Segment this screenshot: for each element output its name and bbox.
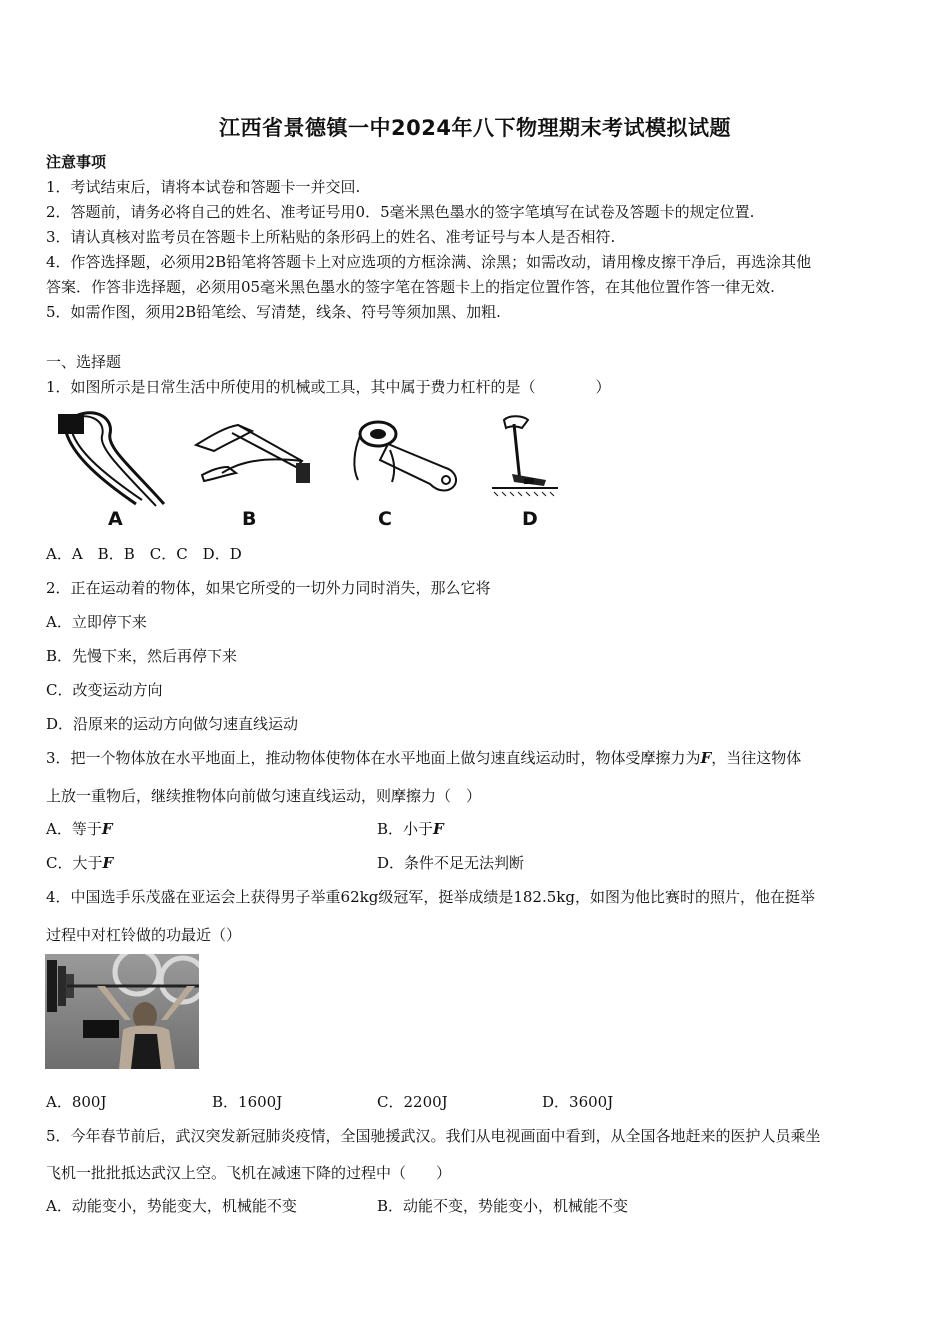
option-text: B．小于 bbox=[377, 820, 434, 838]
page-title: 江西省景德镇一中2024年八下物理期末考试模拟试题 bbox=[219, 116, 731, 140]
figure-label-b: B bbox=[242, 508, 257, 530]
section-heading: 一、选择题 bbox=[46, 353, 122, 371]
question-3-option-a bbox=[46, 819, 113, 839]
option-text: C．大于 bbox=[46, 854, 103, 872]
question-3-stem bbox=[46, 748, 801, 768]
question-4-option-a: A．800J bbox=[46, 1093, 107, 1111]
force-variable: F bbox=[433, 820, 444, 838]
tweezers-figure bbox=[192, 415, 317, 495]
figure-label-a: A bbox=[108, 508, 123, 530]
notice-item: 2．答题前，请务必将自己的姓名、准考证号用0．5毫米黑色墨水的签字笔填写在试卷及答题卡的规定位置. bbox=[46, 203, 755, 221]
question-5-stem: 5．今年春节前后，武汉突发新冠肺炎疫情，全国驰援武汉。我们从电视画面中看到，从全国各地赶来的医护人员乘坐 bbox=[46, 1127, 821, 1145]
question-4-stem-line2: 过程中对杠铃做的功最近（） bbox=[46, 926, 242, 944]
bottle-opener-figure bbox=[346, 410, 466, 495]
question-2-option-a: A．立即停下来 bbox=[46, 613, 147, 631]
question-4-option-b: B．1600J bbox=[212, 1093, 283, 1111]
question-5-stem-line2: 飞机一批批抵达武汉上空。飞机在减速下降的过程中（ ） bbox=[46, 1164, 452, 1182]
figure-label-d: D bbox=[522, 508, 538, 530]
question-2-option-d: D．沿原来的运动方向做匀速直线运动 bbox=[46, 715, 299, 733]
notice-item: 5．如需作图，须用2B铅笔绘、写清楚，线条、符号等须加黑、加粗. bbox=[46, 303, 501, 321]
question-1-options: A．A B．B C．C D．D bbox=[46, 545, 242, 563]
force-variable: F bbox=[102, 854, 114, 872]
figure-label-c: C bbox=[378, 508, 392, 530]
pincers-figure bbox=[52, 408, 172, 508]
question-2-option-b: B．先慢下来，然后再停下来 bbox=[46, 647, 238, 665]
notice-item: 4．作答选择题，必须用2B铅笔将答题卡上对应选项的方框涂满、涂黑；如需改动，请用橡皮擦干净后，再选涂其他 bbox=[46, 253, 812, 271]
force-variable: F bbox=[700, 749, 712, 767]
question-3-stem-part: ，当往这物体 bbox=[711, 749, 802, 767]
question-4-option-d: D．3600J bbox=[542, 1093, 614, 1111]
question-4-stem: 4．中国选手乐茂盛在亚运会上获得男子举重62kg级冠军，挺举成绩是182.5kg，如图为他比赛时的照片，他在挺举 bbox=[46, 888, 815, 906]
weightlifter-photo bbox=[45, 954, 199, 1069]
question-3-stem-part: 3．把一个物体放在水平地面上，推动物体使物体在水平地面上做匀速直线运动时，物体受摩擦力为 bbox=[46, 749, 701, 767]
question-3-option-b bbox=[377, 819, 444, 839]
question-3-option-c bbox=[46, 853, 113, 873]
option-text: A．等于 bbox=[46, 820, 102, 838]
question-2-option-c: C．改变运动方向 bbox=[46, 681, 163, 699]
question-5-option-b: B．动能不变，势能变小，机械能不变 bbox=[377, 1197, 629, 1215]
notice-heading: 注意事项 bbox=[46, 153, 107, 171]
question-3-stem-line2: 上放一重物后，继续推物体向前做匀速直线运动，则摩擦力（ ） bbox=[46, 787, 482, 805]
notice-item: 3．请认真核对监考员在答题卡上所粘贴的条形码上的姓名、准考证号与本人是否相符. bbox=[46, 228, 616, 246]
force-variable: F bbox=[101, 820, 113, 838]
question-3-option-d: D．条件不足无法判断 bbox=[377, 854, 525, 872]
notice-item: 1．考试结束后，请将本试卷和答题卡一并交回. bbox=[46, 178, 361, 196]
notice-item: 答案．作答非选择题，必须用05毫米黑色墨水的签字笔在答题卡上的指定位置作答，在其他位置作答一律无效. bbox=[46, 278, 775, 296]
question-1-stem: 1．如图所示是日常生活中所使用的机械或工具，其中属于费力杠杆的是（ ） bbox=[46, 378, 611, 396]
lever-figure bbox=[490, 410, 560, 500]
question-4-option-c: C．2200J bbox=[377, 1093, 448, 1111]
question-5-option-a: A．动能变小，势能变大，机械能不变 bbox=[46, 1197, 297, 1215]
question-2-stem: 2．正在运动着的物体，如果它所受的一切外力同时消失，那么它将 bbox=[46, 579, 491, 597]
